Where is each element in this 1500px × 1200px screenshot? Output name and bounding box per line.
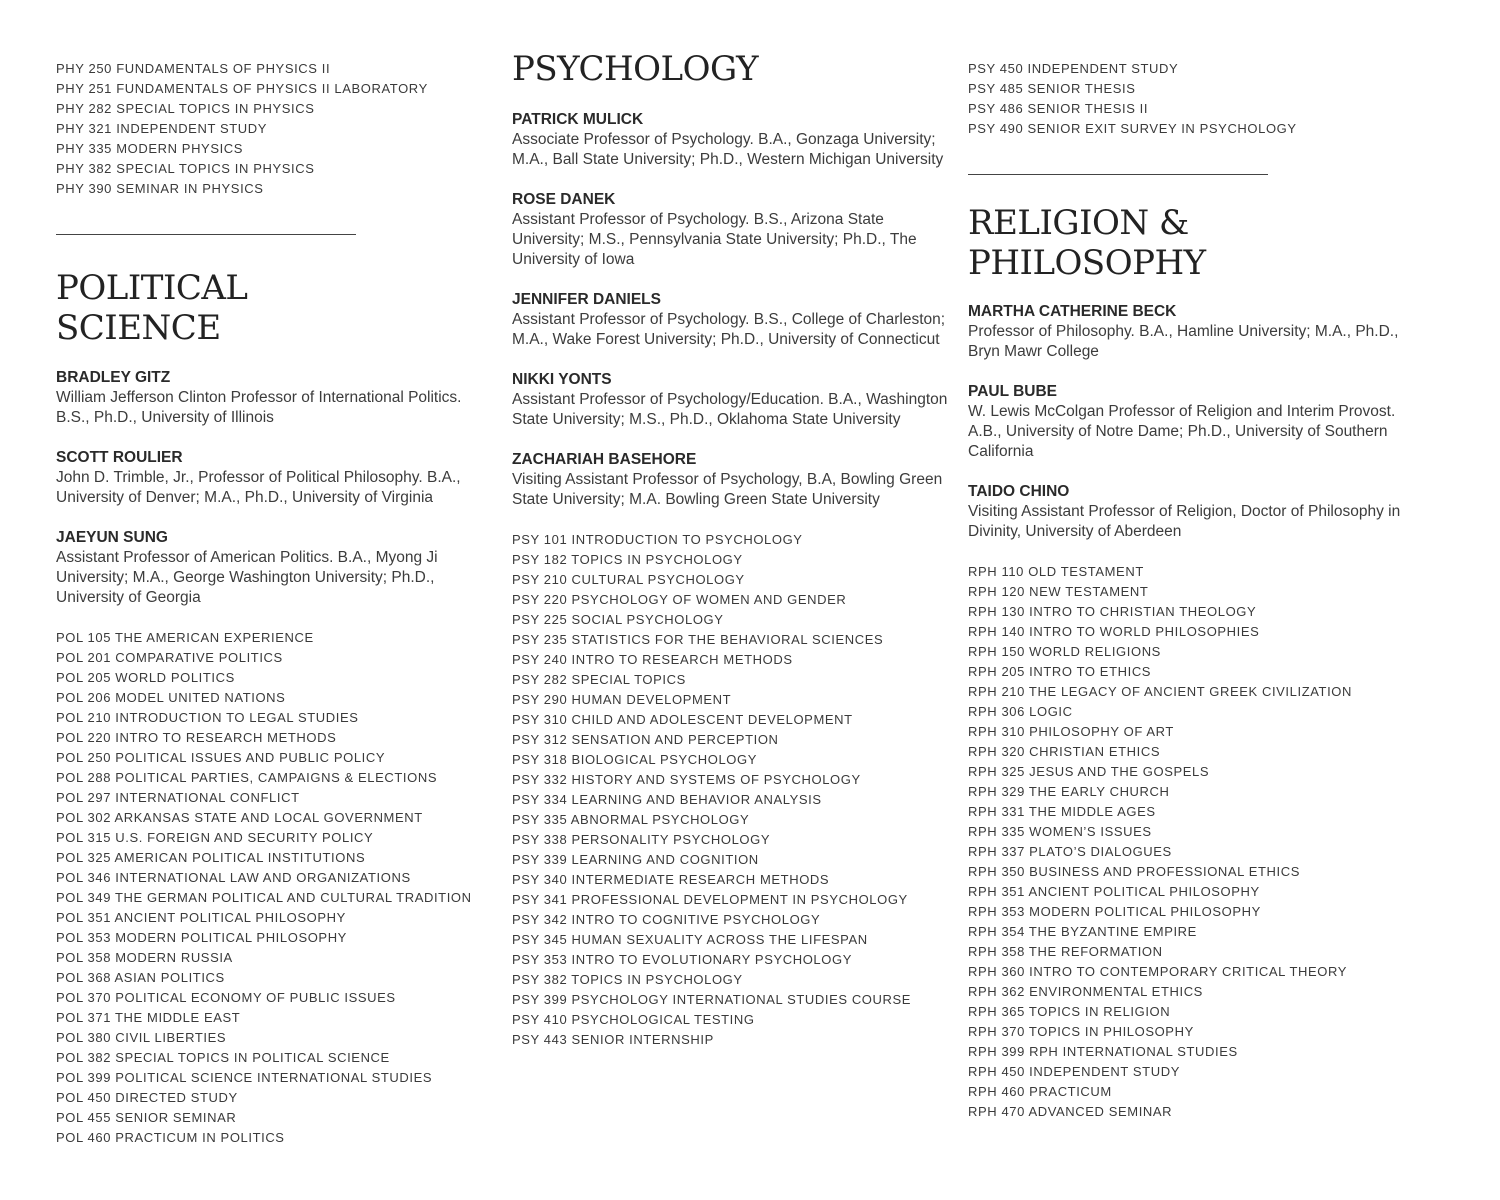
course-item: PHY 282 SPECIAL TOPICS IN PHYSICS: [56, 101, 315, 116]
course-item: PHY 382 SPECIAL TOPICS IN PHYSICS: [56, 161, 315, 176]
psychology-faculty: [512, 110, 952, 510]
faculty-name: MARTHA CATHERINE BECK: [968, 303, 1177, 320]
faculty-entry: [56, 528, 496, 608]
course-item: PSY 490 SENIOR EXIT SURVEY IN PSYCHOLOGY: [968, 121, 1297, 136]
religion-philosophy-faculty: [968, 302, 1418, 542]
course-item: PSY 290 HUMAN DEVELOPMENT: [512, 692, 732, 707]
faculty-description: Assistant Professor of Psychology. B.S., Arizona State University; M.S., Pennsylvania State University; Ph.D., The University of Iowa: [512, 211, 917, 268]
course-item: POL 460 PRACTICUM IN POLITICS: [56, 1130, 285, 1145]
religion-philosophy-course-list: [968, 562, 1418, 1122]
course-item: POL 346 INTERNATIONAL LAW AND ORGANIZATIONS: [56, 870, 411, 885]
course-item: RPH 399 RPH INTERNATIONAL STUDIES: [968, 1044, 1238, 1059]
course-item: PSY 220 PSYCHOLOGY OF WOMEN AND GENDER: [512, 592, 847, 607]
course-item: PSY 450 INDEPENDENT STUDY: [968, 61, 1179, 76]
course-item: PHY 335 MODERN PHYSICS: [56, 141, 244, 156]
faculty-name: JENNIFER DANIELS: [512, 291, 661, 308]
faculty-entry: [512, 110, 952, 170]
course-item: POL 450 DIRECTED STUDY: [56, 1090, 238, 1105]
course-item: RPH 150 WORLD RELIGIONS: [968, 644, 1161, 659]
faculty-entry: [512, 370, 952, 430]
section-title-psychology: PSYCHOLOGY: [512, 49, 759, 89]
course-item: PHY 251 FUNDAMENTALS OF PHYSICS II LABORATORY: [56, 81, 428, 96]
faculty-name: PAUL BUBE: [968, 383, 1057, 400]
course-item: POL 206 MODEL UNITED NATIONS: [56, 690, 286, 705]
course-item: PSY 332 HISTORY AND SYSTEMS OF PSYCHOLOGY: [512, 772, 861, 787]
course-item: PHY 321 INDEPENDENT STUDY: [56, 121, 268, 136]
course-item: POL 302 ARKANSAS STATE AND LOCAL GOVERNMENT: [56, 810, 423, 825]
section-divider: [56, 234, 356, 235]
course-item: PSY 235 STATISTICS FOR THE BEHAVIORAL SCIENCES: [512, 632, 884, 647]
faculty-description: Professor of Philosophy. B.A., Hamline University; M.A., Ph.D., Bryn Mawr College: [968, 323, 1399, 360]
course-item: RPH 370 TOPICS IN PHILOSOPHY: [968, 1024, 1194, 1039]
course-item: POL 250 POLITICAL ISSUES AND PUBLIC POLICY: [56, 750, 386, 765]
course-item: PSY 485 SENIOR THESIS: [968, 81, 1136, 96]
course-item: POL 210 INTRODUCTION TO LEGAL STUDIES: [56, 710, 359, 725]
course-item: POL 455 SENIOR SEMINAR: [56, 1110, 237, 1125]
section-title-religion-philosophy: RELIGION & PHILOSOPHY: [968, 203, 1206, 283]
faculty-name: TAIDO CHINO: [968, 483, 1070, 500]
course-item: PSY 282 SPECIAL TOPICS: [512, 672, 686, 687]
course-item: RPH 140 INTRO TO WORLD PHILOSOPHIES: [968, 624, 1260, 639]
faculty-entry: [56, 448, 496, 508]
course-item: POL 371 THE MIDDLE EAST: [56, 1010, 241, 1025]
faculty-entry: [56, 368, 496, 428]
faculty-name: NIKKI YONTS: [512, 371, 612, 388]
course-item: PSY 312 SENSATION AND PERCEPTION: [512, 732, 779, 747]
course-item: PSY 340 INTERMEDIATE RESEARCH METHODS: [512, 872, 830, 887]
course-item: POL 297 INTERNATIONAL CONFLICT: [56, 790, 300, 805]
political-science-course-list: [56, 628, 496, 1148]
faculty-name: SCOTT ROULIER: [56, 449, 183, 466]
psychology-course-list-continued: [968, 59, 1418, 139]
course-item: PSY 345 HUMAN SEXUALITY ACROSS THE LIFESPAN: [512, 932, 868, 947]
course-item: PSY 225 SOCIAL PSYCHOLOGY: [512, 612, 724, 627]
course-item: POL 349 THE GERMAN POLITICAL AND CULTURAL TRADITION: [56, 890, 472, 905]
course-item: POL 201 COMPARATIVE POLITICS: [56, 650, 283, 665]
course-item: PSY 410 PSYCHOLOGICAL TESTING: [512, 1012, 755, 1027]
course-item: RPH 460 PRACTICUM: [968, 1084, 1112, 1099]
faculty-name: BRADLEY GITZ: [56, 369, 171, 386]
course-item: PSY 310 CHILD AND ADOLESCENT DEVELOPMENT: [512, 712, 853, 727]
course-item: RPH 331 THE MIDDLE AGES: [968, 804, 1156, 819]
course-item: POL 205 WORLD POLITICS: [56, 670, 235, 685]
political-science-faculty: [56, 368, 496, 608]
course-item: PSY 342 INTRO TO COGNITIVE PSYCHOLOGY: [512, 912, 821, 927]
faculty-description: W. Lewis McColgan Professor of Religion and Interim Provost. A.B., University of Notre Dame; Ph.D., University of Southern California: [968, 403, 1396, 460]
course-item: RPH 360 INTRO TO CONTEMPORARY CRITICAL THEORY: [968, 964, 1348, 979]
faculty-description: Assistant Professor of American Politics. B.A., Myong Ji University; M.A., George Washington University; Ph.D., University of Georgia: [56, 549, 438, 606]
psychology-course-list: [512, 530, 952, 1050]
course-item: RPH 362 ENVIRONMENTAL ETHICS: [968, 984, 1203, 999]
course-item: PSY 101 INTRODUCTION TO PSYCHOLOGY: [512, 532, 803, 547]
course-item: POL 370 POLITICAL ECONOMY OF PUBLIC ISSUES: [56, 990, 396, 1005]
course-item: RPH 320 CHRISTIAN ETHICS: [968, 744, 1161, 759]
course-item: RPH 325 JESUS AND THE GOSPELS: [968, 764, 1210, 779]
course-item: PSY 182 TOPICS IN PSYCHOLOGY: [512, 552, 743, 567]
course-item: RPH 470 ADVANCED SEMINAR: [968, 1104, 1173, 1119]
course-item: POL 220 INTRO TO RESEARCH METHODS: [56, 730, 337, 745]
course-item: RPH 350 BUSINESS AND PROFESSIONAL ETHICS: [968, 864, 1300, 879]
faculty-entry: [512, 450, 952, 510]
column-left: [56, 0, 496, 1148]
faculty-entry: [512, 290, 952, 350]
course-item: POL 368 ASIAN POLITICS: [56, 970, 225, 985]
course-item: RPH 358 THE REFORMATION: [968, 944, 1163, 959]
course-item: POL 380 CIVIL LIBERTIES: [56, 1030, 227, 1045]
faculty-name: JAEYUN SUNG: [56, 529, 168, 546]
course-item: RPH 110 OLD TESTAMENT: [968, 564, 1144, 579]
faculty-entry: [968, 482, 1418, 542]
course-item: RPH 210 THE LEGACY OF ANCIENT GREEK CIVILIZATION: [968, 684, 1352, 699]
course-item: POL 351 ANCIENT POLITICAL PHILOSOPHY: [56, 910, 346, 925]
course-item: PSY 338 PERSONALITY PSYCHOLOGY: [512, 832, 771, 847]
faculty-description: John D. Trimble, Jr., Professor of Political Philosophy. B.A., University of Denver; M.A., Ph.D., University of Virginia: [56, 469, 461, 506]
course-item: PSY 353 INTRO TO EVOLUTIONARY PSYCHOLOGY: [512, 952, 852, 967]
course-item: RPH 310 PHILOSOPHY OF ART: [968, 724, 1174, 739]
faculty-name: ZACHARIAH BASEHORE: [512, 451, 697, 468]
course-item: RPH 306 LOGIC: [968, 704, 1073, 719]
course-item: PSY 443 SENIOR INTERNSHIP: [512, 1032, 714, 1047]
course-item: POL 353 MODERN POLITICAL PHILOSOPHY: [56, 930, 347, 945]
course-item: RPH 450 INDEPENDENT STUDY: [968, 1064, 1180, 1079]
course-item: PSY 240 INTRO TO RESEARCH METHODS: [512, 652, 793, 667]
course-item: RPH 335 WOMEN’S ISSUES: [968, 824, 1152, 839]
faculty-description: William Jefferson Clinton Professor of International Politics. B.S., Ph.D., University of Illinois: [56, 389, 462, 426]
course-item: PSY 335 ABNORMAL PSYCHOLOGY: [512, 812, 750, 827]
course-item: PSY 334 LEARNING AND BEHAVIOR ANALYSIS: [512, 792, 822, 807]
faculty-description: Assistant Professor of Psychology/Education. B.A., Washington State University; M.S., Ph.D., Oklahoma State University: [512, 391, 948, 428]
faculty-name: PATRICK MULICK: [512, 111, 644, 128]
faculty-name: ROSE DANEK: [512, 191, 616, 208]
course-item: PSY 210 CULTURAL PSYCHOLOGY: [512, 572, 745, 587]
column-right: [968, 0, 1418, 1122]
course-item: PSY 318 BIOLOGICAL PSYCHOLOGY: [512, 752, 757, 767]
course-item: RPH 329 THE EARLY CHURCH: [968, 784, 1170, 799]
course-item: RPH 353 MODERN POLITICAL PHILOSOPHY: [968, 904, 1261, 919]
course-item: PSY 382 TOPICS IN PSYCHOLOGY: [512, 972, 743, 987]
course-item: PSY 399 PSYCHOLOGY INTERNATIONAL STUDIES COURSE: [512, 992, 912, 1007]
faculty-description: Visiting Assistant Professor of Psychology, B.A, Bowling Green State University; M.A. Bowling Green State University: [512, 471, 943, 508]
course-item: RPH 337 PLATO’S DIALOGUES: [968, 844, 1172, 859]
course-item: PHY 390 SEMINAR IN PHYSICS: [56, 181, 264, 196]
course-item: PSY 486 SENIOR THESIS II: [968, 101, 1149, 116]
course-item: POL 399 POLITICAL SCIENCE INTERNATIONAL STUDIES: [56, 1070, 433, 1085]
course-item: POL 382 SPECIAL TOPICS IN POLITICAL SCIENCE: [56, 1050, 390, 1065]
course-item: POL 105 THE AMERICAN EXPERIENCE: [56, 630, 314, 645]
course-item: PHY 250 FUNDAMENTALS OF PHYSICS II: [56, 61, 331, 76]
section-divider: [968, 174, 1268, 175]
course-item: RPH 351 ANCIENT POLITICAL PHILOSOPHY: [968, 884, 1260, 899]
faculty-entry: [968, 382, 1418, 462]
course-item: RPH 130 INTRO TO CHRISTIAN THEOLOGY: [968, 604, 1257, 619]
faculty-description: Assistant Professor of Psychology. B.S., College of Charleston; M.A., Wake Forest University; Ph.D., University of Connecticut: [512, 311, 946, 348]
faculty-description: Visiting Assistant Professor of Religion, Doctor of Philosophy in Divinity, University of Aberdeen: [968, 503, 1401, 540]
faculty-entry: [968, 302, 1418, 362]
course-item: PSY 341 PROFESSIONAL DEVELOPMENT IN PSYCHOLOGY: [512, 892, 908, 907]
course-item: POL 288 POLITICAL PARTIES, CAMPAIGNS & ELECTIONS: [56, 770, 438, 785]
course-item: RPH 205 INTRO TO ETHICS: [968, 664, 1152, 679]
course-item: POL 315 U.S. FOREIGN AND SECURITY POLICY: [56, 830, 374, 845]
faculty-description: Associate Professor of Psychology. B.A., Gonzaga University; M.A., Ball State University; Ph.D., Western Michigan University: [512, 131, 944, 168]
course-item: RPH 354 THE BYZANTINE EMPIRE: [968, 924, 1197, 939]
section-title-political-science: POLITICAL SCIENCE: [56, 268, 248, 348]
column-middle: [512, 0, 952, 1050]
course-item: POL 325 AMERICAN POLITICAL INSTITUTIONS: [56, 850, 366, 865]
course-item: RPH 120 NEW TESTAMENT: [968, 584, 1149, 599]
course-item: RPH 365 TOPICS IN RELIGION: [968, 1004, 1171, 1019]
faculty-entry: [512, 190, 952, 270]
course-item: POL 358 MODERN RUSSIA: [56, 950, 233, 965]
physics-course-list: [56, 59, 496, 199]
course-item: PSY 339 LEARNING AND COGNITION: [512, 852, 759, 867]
